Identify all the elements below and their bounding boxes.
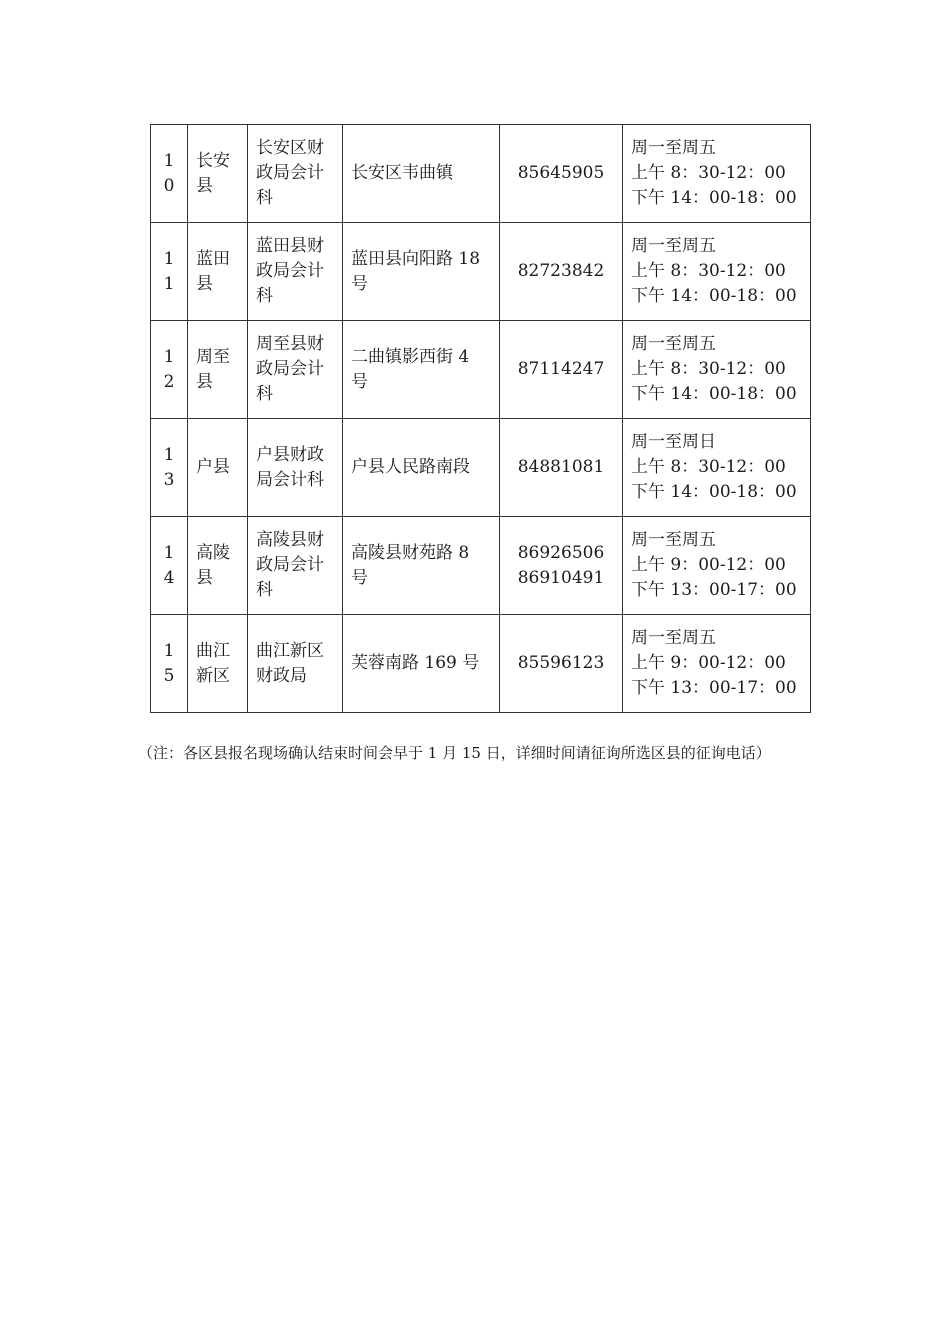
table-row — [151, 223, 811, 321]
office-hours-cell — [623, 615, 811, 713]
row-number-cell — [151, 321, 188, 419]
office-hours-line: 上午 8：30-12：00 — [631, 359, 786, 379]
phone-cell — [500, 223, 623, 321]
office-hours-line: 上午 8：30-12：00 — [631, 261, 786, 281]
office-hours-line: 周一至周五 — [631, 628, 716, 648]
office-hours-cell — [623, 125, 811, 223]
office-cell — [248, 125, 343, 223]
office-address: 二曲镇影西街 4 号 — [351, 346, 470, 392]
table-row — [151, 321, 811, 419]
office-hours-line: 周一至周五 — [631, 138, 716, 158]
district-cell — [188, 615, 248, 713]
district-cell — [188, 223, 248, 321]
office-hours-cell — [623, 321, 811, 419]
table-row — [151, 419, 811, 517]
phone-number: 87114247 — [517, 359, 605, 379]
office-hours-cell — [623, 223, 811, 321]
district-name: 周至县 — [196, 346, 230, 392]
phone-number: 82723842 — [517, 261, 605, 281]
phone-number: 84881081 — [517, 457, 605, 477]
office-cell — [248, 615, 343, 713]
district-name: 曲江新区 — [196, 640, 230, 686]
row-number: 10 — [163, 150, 175, 196]
office-cell — [248, 223, 343, 321]
row-number-cell — [151, 223, 188, 321]
office-hours-line: 下午 14：00-18：00 — [631, 188, 797, 208]
office-name: 户县财政局会计科 — [256, 444, 324, 490]
office-hours-line: 下午 14：00-18：00 — [631, 286, 797, 306]
district-name: 高陵县 — [196, 542, 230, 588]
district-name: 蓝田县 — [196, 248, 230, 294]
row-number-cell — [151, 615, 188, 713]
row-number: 12 — [163, 346, 175, 392]
office-name: 曲江新区财政局 — [256, 640, 324, 686]
district-cell — [188, 419, 248, 517]
office-hours-line: 周一至周五 — [631, 236, 716, 256]
office-cell — [248, 517, 343, 615]
address-cell — [343, 517, 500, 615]
phone-cell — [500, 321, 623, 419]
office-hours-line: 下午 14：00-18：00 — [631, 384, 797, 404]
district-cell — [188, 125, 248, 223]
office-address: 高陵县财苑路 8 号 — [351, 542, 470, 588]
table-row — [151, 517, 811, 615]
row-number: 13 — [163, 444, 175, 490]
office-address: 长安区韦曲镇 — [351, 163, 453, 183]
row-number: 11 — [163, 248, 175, 294]
office-hours-line: 上午 9：00-12：00 — [631, 653, 786, 673]
table-row — [151, 615, 811, 713]
phone-cell — [500, 517, 623, 615]
office-hours-line: 上午 8：30-12：00 — [631, 457, 786, 477]
office-cell — [248, 419, 343, 517]
address-cell — [343, 615, 500, 713]
footnote: （注：各区县报名现场确认结束时间会早于 1 月 15 日，详细时间请征询所选区县的征询电话） — [138, 744, 771, 762]
row-number-cell — [151, 517, 188, 615]
office-hours-cell — [623, 419, 811, 517]
office-hours-line: 上午 9：00-12：00 — [631, 555, 786, 575]
address-cell — [343, 321, 500, 419]
office-name: 蓝田县财政局会计科 — [256, 236, 324, 306]
office-hours-line: 周一至周日 — [631, 432, 716, 452]
phone-cell — [500, 419, 623, 517]
phone-number: 85596123 — [517, 653, 605, 673]
office-hours-line: 上午 8：30-12：00 — [631, 163, 786, 183]
row-number: 14 — [163, 542, 175, 588]
address-cell — [343, 419, 500, 517]
phone-number: 86910491 — [517, 567, 605, 588]
district-cell — [188, 517, 248, 615]
office-address: 户县人民路南段 — [351, 457, 470, 477]
office-hours-line: 下午 13：00-17：00 — [631, 580, 797, 600]
address-cell — [343, 125, 500, 223]
table-body — [151, 125, 811, 713]
office-hours-cell — [623, 517, 811, 615]
office-name: 周至县财政局会计科 — [256, 334, 324, 404]
district-cell — [188, 321, 248, 419]
district-name: 户县 — [196, 457, 230, 477]
row-number-cell — [151, 419, 188, 517]
phone-number: 85645905 — [517, 163, 605, 183]
phone-cell — [500, 125, 623, 223]
office-cell — [248, 321, 343, 419]
row-number-cell — [151, 125, 188, 223]
office-address: 芙蓉南路 169 号 — [351, 653, 480, 673]
office-name: 高陵县财政局会计科 — [256, 530, 324, 600]
office-hours-line: 下午 14：00-18：00 — [631, 482, 797, 502]
phone-number: 86926506 — [517, 542, 605, 563]
district-name: 长安县 — [196, 150, 230, 196]
address-cell — [343, 223, 500, 321]
office-hours-line: 周一至周五 — [631, 530, 716, 550]
row-number: 15 — [163, 640, 175, 686]
phone-cell — [500, 615, 623, 713]
office-hours-line: 周一至周五 — [631, 334, 716, 354]
office-address: 蓝田县向阳路 18 号 — [351, 248, 481, 294]
registration-office-table — [150, 124, 811, 713]
office-hours-line: 下午 13：00-17：00 — [631, 678, 797, 698]
office-name: 长安区财政局会计科 — [256, 138, 324, 208]
table-row — [151, 125, 811, 223]
